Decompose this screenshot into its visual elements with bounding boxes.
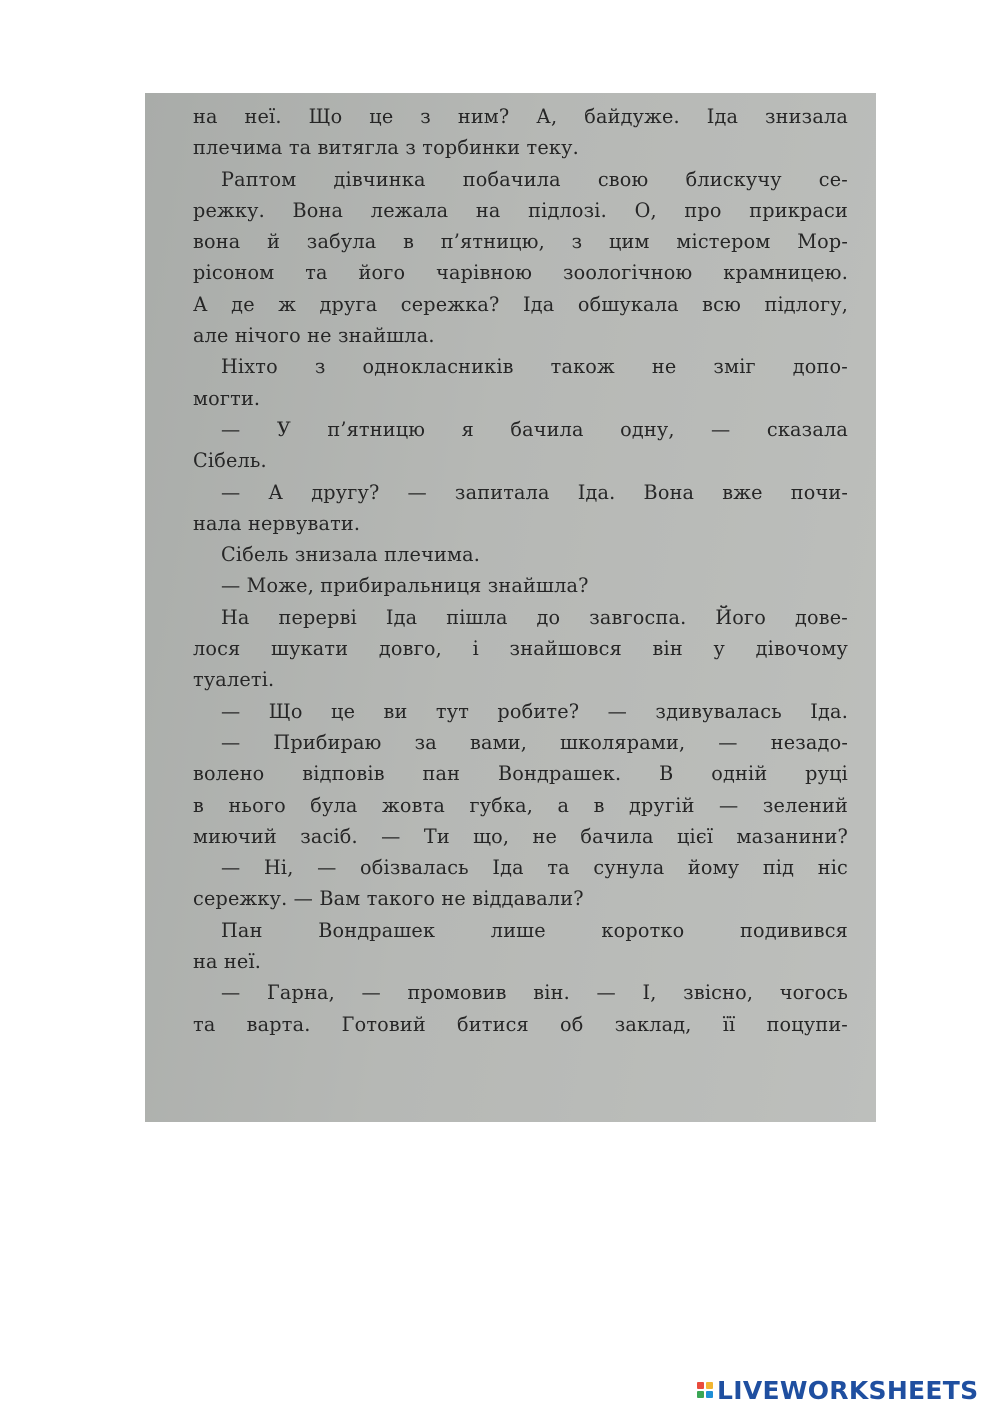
text-line: в нього була жовта губка, а в другій — зелений xyxy=(193,793,848,817)
text-line: На перерві Іда пішла до завгоспа. Його дове- xyxy=(221,605,848,629)
text-line: Пан Вондрашек лише коротко подивився xyxy=(221,918,848,942)
text-line: могти. xyxy=(193,386,261,410)
text-line: волено відповів пан Вондрашек. В одній руці xyxy=(193,762,848,786)
book-text xyxy=(193,101,848,1040)
text-line: Ніхто з однокласників також не зміг допо- xyxy=(221,355,848,379)
text-line: лося шукати довго, і знайшовся він у дівочому xyxy=(193,637,848,661)
logo-square xyxy=(697,1391,704,1398)
logo-square xyxy=(706,1391,713,1398)
text-line: рісоном та його чарівною зоологічною крамницею. xyxy=(193,261,848,285)
text-line: А де ж друга сережка? Іда обшукала всю підлогу, xyxy=(193,292,848,316)
text-line: режку. Вона лежала на підлозі. О, про прикраси xyxy=(193,198,848,222)
text-line: але нічого не знайшла. xyxy=(193,324,435,348)
text-line: — Може, прибиральниця знайшла? xyxy=(221,574,589,598)
text-line: Раптом дівчинка побачила свою блискучу се- xyxy=(221,167,848,191)
logo-square xyxy=(697,1382,704,1389)
text-line: на неї. xyxy=(193,950,262,974)
text-line: — Ні, — обізвалась Іда та сунула йому під ніс xyxy=(221,856,848,880)
text-line: — А другу? — запитала Іда. Вона вже почи- xyxy=(221,480,848,504)
text-line: Сібель. xyxy=(193,449,267,473)
text-line: — Прибираю за вами, школярами, — незадо- xyxy=(221,730,848,754)
text-line: — У п’ятницю я бачила одну, — сказала xyxy=(221,417,848,441)
book-page-photo xyxy=(145,93,876,1122)
text-line: вона й забула в п’ятницю, з цим містером Мор- xyxy=(193,230,848,254)
text-line: сережку. — Вам такого не віддавали? xyxy=(193,887,584,911)
text-line: на неї. Що це з ним? А, байдуже. Іда знизала xyxy=(193,105,848,128)
text-line: нала нервувати. xyxy=(193,511,361,535)
logo-square xyxy=(706,1382,713,1389)
text-line: — Гарна, — промовив він. — І, звісно, чогось xyxy=(221,981,848,1005)
text-line: — Що це ви тут робите? — здивувалась Іда. xyxy=(221,699,848,723)
liveworksheets-logo[interactable] xyxy=(697,1375,978,1405)
logo-text: LIVEWORKSHEETS xyxy=(717,1375,979,1405)
text-line: та варта. Готовий битися об заклад, її поцупи- xyxy=(193,1012,848,1036)
logo-squares-icon xyxy=(697,1382,713,1398)
text-line: туалеті. xyxy=(193,668,275,692)
text-line: плечима та витягла з торбинки теку. xyxy=(193,136,579,160)
text-line: миючий засіб. — Ти що, не бачила цієї мазанини? xyxy=(193,824,848,848)
text-line: Сібель знизала плечима. xyxy=(221,543,481,567)
